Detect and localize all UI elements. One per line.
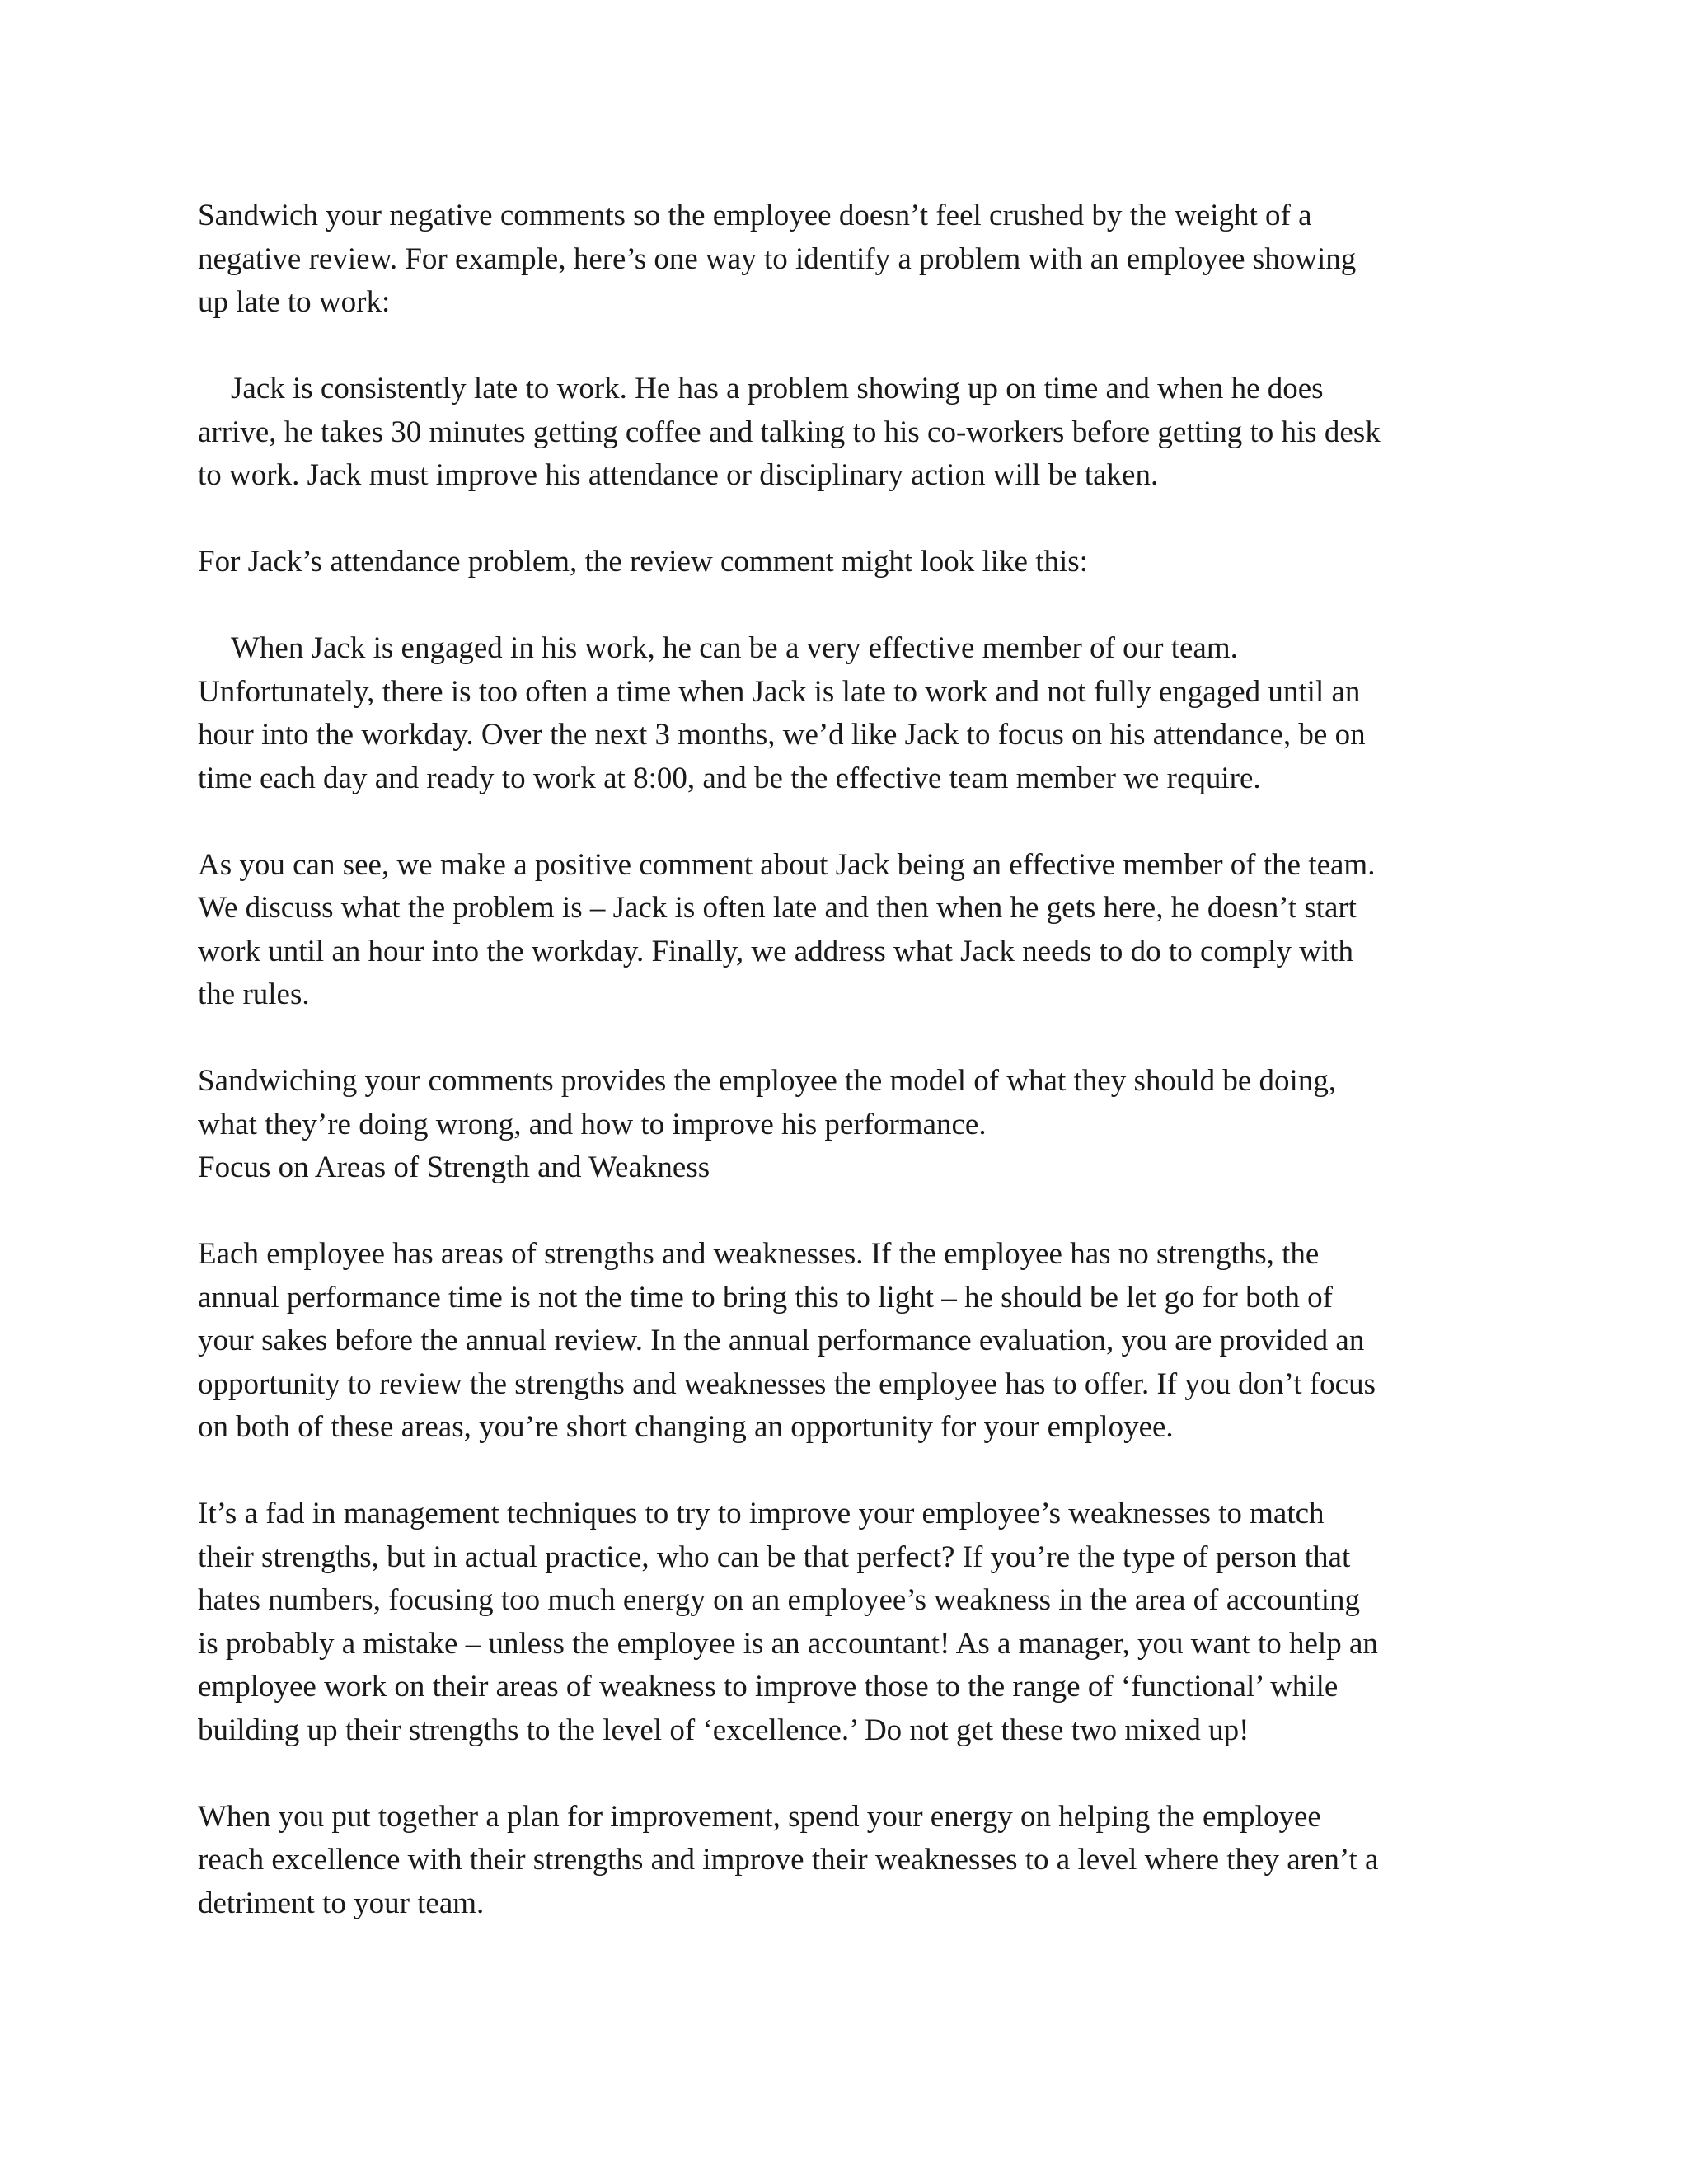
text-line: the rules. [198,977,310,1011]
paragraph-management-fad [198,1493,1484,1752]
paragraph-gap [198,498,1484,541]
text-line: is probably a mistake – unless the employee is an accountant! As a manager, you want to help an [198,1626,1378,1661]
text-line: negative review. For example, here’s one way to identify a problem with an employee showing [198,241,1357,276]
paragraph-jack-review-intro [198,541,1484,584]
paragraph-gap [198,1752,1484,1796]
text-line: building up their strengths to the level of ‘excellence.’ Do not get these two mixed up! [198,1713,1250,1747]
text-line: on both of these areas, you’re short changing an opportunity for your employee. [198,1410,1174,1444]
text-line: It’s a fad in management techniques to try to improve your employee’s weaknesses to match [198,1497,1325,1530]
text-line: Each employee has areas of strengths and weaknesses. If the employee has no strengths, the [198,1237,1320,1271]
text-line: their strengths, but in actual practice, who can be that perfect? If you’re the type of person that [198,1540,1351,1574]
paragraph-sandwich-intro [198,194,1484,325]
paragraph-improvement-plan [198,1796,1484,1926]
paragraph-as-you-can-see [198,844,1484,1017]
text-line: annual performance time is not the time to bring this to light – he should be let go for both of [198,1280,1333,1315]
paragraph-jack-negative-example [198,368,1484,498]
text-line: hates numbers, focusing too much energy on an employee’s weakness in the area of accounting [198,1583,1361,1617]
paragraph-sandwiching-summary [198,1060,1484,1190]
paragraph-gap [198,1190,1484,1234]
text-line: When you put together a plan for improvement, spend your energy on helping the employee [198,1799,1321,1834]
paragraph-strengths-weaknesses [198,1233,1484,1450]
paragraph-gap [198,1017,1484,1061]
text-line: arrive, he takes 30 minutes getting coffee and talking to his co-workers before getting to his desk [198,415,1381,449]
text-line: work until an hour into the workday. Finally, we address what Jack needs to do to comply with [198,934,1353,968]
text-line: employee work on their areas of weakness to improve those to the range of ‘functional’ while [198,1670,1339,1704]
section-heading: Focus on Areas of Strength and Weakness [198,1151,710,1184]
text-line: time each day and ready to work at 8:00, and be the effective team member we require. [198,761,1261,795]
text-line: hour into the workday. Over the next 3 months, we’d like Jack to focus on his attendance, be on [198,718,1366,752]
text-line: We discuss what the problem is – Jack is often late and then when he gets here, he doesn’t start [198,891,1357,925]
text-line: what they’re doing wrong, and how to improve his performance. [198,1107,987,1141]
paragraph-gap [198,584,1484,628]
paragraph-gap [198,1450,1484,1493]
text-line: opportunity to review the strengths and weaknesses the employee has to offer. If you don’t focus [198,1366,1376,1401]
text-line: to work. Jack must improve his attendance or disciplinary action will be taken. [198,458,1159,492]
text-line: As you can see, we make a positive comment about Jack being an effective member of the team. [198,847,1376,882]
text-line: For Jack’s attendance problem, the review comment might look like this: [198,545,1088,579]
text-line: detriment to your team. [198,1886,485,1920]
paragraph-gap [198,800,1484,844]
paragraph-gap [198,325,1484,368]
text-line: Sandwiching your comments provides the employee the model of what they should be doing, [198,1064,1337,1098]
text-line: Sandwich your negative comments so the employee doesn’t feel crushed by the weight of a [198,199,1312,232]
text-line: up late to work: [198,285,391,319]
text-line: Jack is consistently late to work. He has a problem showing up on time and when he does [231,372,1324,405]
text-line: Unfortunately, there is too often a time when Jack is late to work and not fully engaged until an [198,674,1361,709]
text-line: your sakes before the annual review. In the annual performance evaluation, you are provided an [198,1324,1365,1357]
body-text [198,194,1484,1925]
text-line: reach excellence with their strengths and improve their weaknesses to a level where they aren’t a [198,1843,1379,1877]
paragraph-jack-sandwich-example [198,627,1484,800]
text-line: When Jack is engaged in his work, he can be a very effective member of our team. [231,631,1238,665]
